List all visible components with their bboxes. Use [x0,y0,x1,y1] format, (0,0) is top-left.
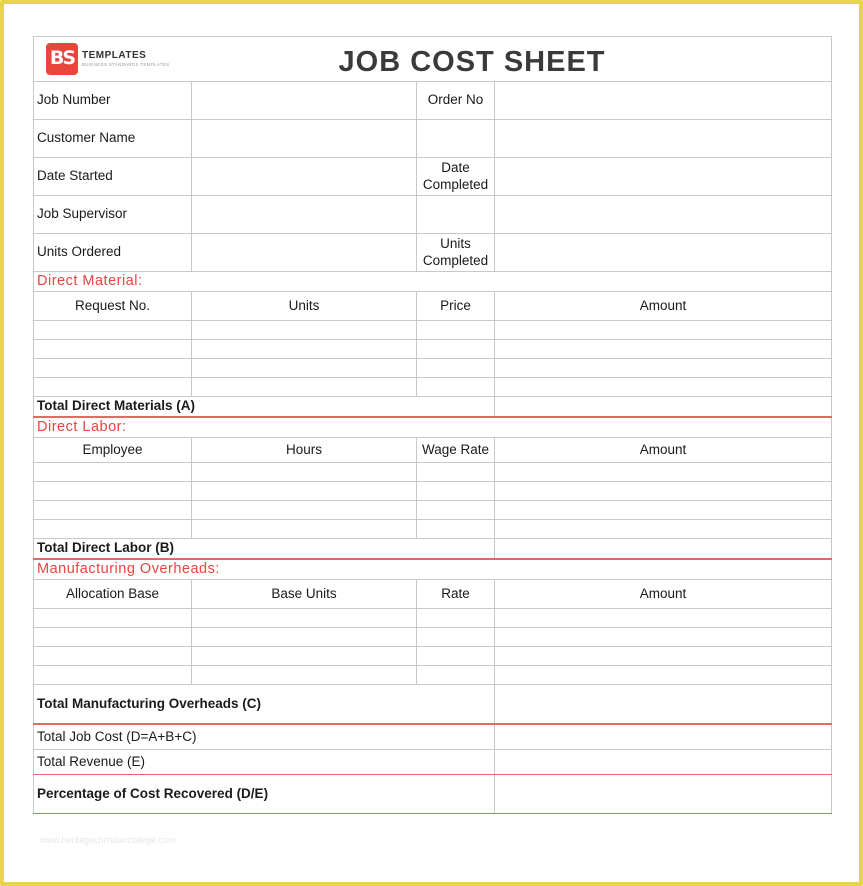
cell[interactable] [34,340,192,359]
order-no-label: Order No [417,82,495,120]
summary-row [34,724,832,750]
cell[interactable] [417,628,495,647]
column-header: Employee [34,438,192,463]
total-overheads-value[interactable] [495,685,832,725]
total-row [34,539,832,560]
column-header: Rate [417,580,495,609]
cell[interactable] [495,647,832,666]
total-row [34,397,832,418]
pct-cost-recovered-label: Percentage of Cost Recovered (D/E) [34,775,495,814]
table-row [34,666,832,685]
cell[interactable] [192,609,417,628]
units-completed-field[interactable] [495,234,832,272]
cell[interactable] [417,378,495,397]
customer-name-field[interactable] [192,120,417,158]
cell[interactable] [417,340,495,359]
summary-row [34,750,832,775]
column-header: Amount [495,580,832,609]
column-header: Units [192,292,417,321]
cell[interactable] [192,463,417,482]
column-header-row [34,438,832,463]
pct-cost-recovered-value[interactable] [495,775,832,814]
direct-labor-heading: Direct Labor: [34,417,832,438]
cell[interactable] [417,666,495,685]
info-row [34,120,832,158]
cell[interactable] [34,647,192,666]
cell[interactable] [192,321,417,340]
cell[interactable] [417,359,495,378]
cell[interactable] [495,378,832,397]
cell[interactable] [495,321,832,340]
section-row [34,417,832,438]
total-direct-labor-value[interactable] [495,539,832,560]
direct-material-heading: Direct Material: [34,272,832,292]
total-row [34,685,832,725]
section-row [34,559,832,580]
cell[interactable] [417,647,495,666]
job-supervisor-field[interactable] [192,196,417,234]
cell[interactable] [34,501,192,520]
cell[interactable] [495,609,832,628]
cell[interactable] [417,609,495,628]
total-overheads-label: Total Manufacturing Overheads (C) [34,685,495,725]
table-row [34,378,832,397]
total-job-cost-label: Total Job Cost (D=A+B+C) [34,724,495,750]
column-header: Base Units [192,580,417,609]
job-number-label: Job Number [34,82,192,120]
date-completed-label: Date Completed [417,158,495,196]
summary-row [34,775,832,814]
table-row [34,647,832,666]
job-supervisor-label: Job Supervisor [34,196,192,234]
column-header: Allocation Base [34,580,192,609]
column-header-row [34,292,832,321]
cell[interactable] [192,359,417,378]
column-header: Price [417,292,495,321]
table-row [34,463,832,482]
cell[interactable] [495,666,832,685]
total-direct-materials-value[interactable] [495,397,832,418]
cell[interactable] [417,321,495,340]
cell[interactable] [495,482,832,501]
date-started-field[interactable] [192,158,417,196]
overheads-heading: Manufacturing Overheads: [34,559,832,580]
section-row [34,272,832,292]
logo-mark: BS [46,43,78,75]
units-ordered-field[interactable] [192,234,417,272]
logo-tagline: BUSINESS STANDARDS TEMPLATES [82,62,170,68]
cell[interactable] [34,609,192,628]
info-row [34,82,832,120]
cell[interactable] [192,482,417,501]
title-row [34,37,832,82]
cell[interactable] [34,520,192,539]
total-direct-labor-label: Total Direct Labor (B) [34,539,495,560]
table-row [34,359,832,378]
table-row [34,501,832,520]
job-cost-table [33,36,832,814]
column-header: Amount [495,438,832,463]
cell[interactable] [34,628,192,647]
date-started-label: Date Started [34,158,192,196]
cell[interactable] [192,501,417,520]
table-row [34,321,832,340]
table-row [34,609,832,628]
total-revenue-value[interactable] [495,750,832,775]
cell[interactable] [192,666,417,685]
job-cost-sheet [33,36,831,814]
cell[interactable] [192,647,417,666]
cell[interactable] [495,520,832,539]
customer-name-label: Customer Name [34,120,192,158]
empty-cell[interactable] [417,120,495,158]
table-row [34,628,832,647]
cell[interactable] [417,482,495,501]
cell[interactable] [34,463,192,482]
total-job-cost-value[interactable] [495,724,832,750]
job-number-field[interactable] [192,82,417,120]
page-title: JOB COST SHEET [338,46,606,78]
cell[interactable] [495,628,832,647]
cell[interactable] [417,463,495,482]
info-row [34,196,832,234]
table-row [34,520,832,539]
date-completed-field[interactable] [495,158,832,196]
cell[interactable] [34,359,192,378]
info-row [34,234,832,272]
column-header: Request No. [34,292,192,321]
order-no-field[interactable] [495,82,832,120]
cell[interactable] [34,321,192,340]
cell[interactable] [495,463,832,482]
cell[interactable] [192,340,417,359]
total-revenue-label: Total Revenue (E) [34,750,495,775]
empty-cell[interactable] [495,196,832,234]
total-direct-materials-label: Total Direct Materials (A) [34,397,495,418]
cell[interactable] [192,378,417,397]
cell[interactable] [34,666,192,685]
watermark: www.heritagechristiancollege.com [40,835,176,845]
empty-cell[interactable] [495,120,832,158]
cell[interactable] [34,378,192,397]
table-row [34,340,832,359]
units-ordered-label: Units Ordered [34,234,192,272]
column-header-row [34,580,832,609]
cell[interactable] [495,501,832,520]
info-row [34,158,832,196]
logo-name: TEMPLATES [82,49,147,61]
column-header: Hours [192,438,417,463]
units-completed-label: Units Completed [417,234,495,272]
cell[interactable] [495,359,832,378]
cell[interactable] [417,501,495,520]
cell[interactable] [34,482,192,501]
cell[interactable] [192,520,417,539]
column-header: Wage Rate [417,438,495,463]
empty-cell[interactable] [417,196,495,234]
cell[interactable] [495,340,832,359]
table-row [34,482,832,501]
cell[interactable] [192,628,417,647]
column-header: Amount [495,292,832,321]
cell[interactable] [417,520,495,539]
